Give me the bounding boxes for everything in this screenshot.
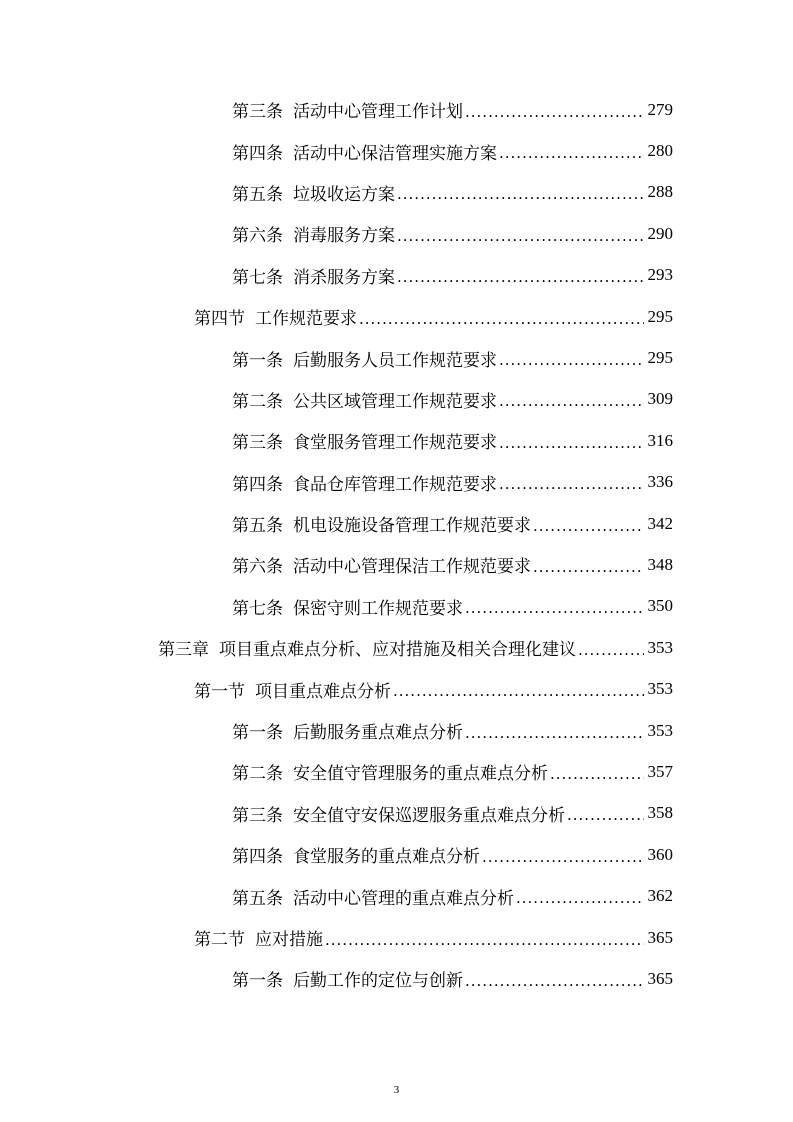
toc-leader-dots — [550, 765, 644, 783]
toc-entry[interactable] — [0, 751, 793, 792]
toc-entry-number: 第二条 — [232, 764, 283, 785]
toc-entry-page: 336 — [647, 472, 673, 492]
toc-entry-number: 第一条 — [232, 971, 283, 992]
toc-entry[interactable] — [0, 710, 793, 751]
toc-entry[interactable] — [0, 172, 793, 213]
toc-entry-title: 食堂服务的重点难点分析 — [293, 847, 480, 868]
toc-entry[interactable] — [0, 420, 793, 461]
toc-entry-number: 第五条 — [232, 184, 283, 205]
toc-entry[interactable] — [0, 379, 793, 420]
toc-entry-page: 295 — [647, 348, 673, 368]
toc-entry-title: 活动中心保洁管理实施方案 — [293, 143, 497, 164]
toc-entry-page: 279 — [647, 99, 673, 119]
toc-entry-number: 第七条 — [232, 598, 283, 619]
toc-entry-number: 第五条 — [232, 516, 283, 537]
toc-entry[interactable] — [0, 834, 793, 875]
toc-entry-title: 食品仓库管理工作规范要求 — [293, 474, 497, 495]
toc-entry[interactable] — [0, 89, 793, 130]
toc-entry-title: 活动中心管理的重点难点分析 — [293, 888, 514, 909]
toc-entry-title: 安全值守管理服务的重点难点分析 — [293, 764, 548, 785]
toc-entry-title: 保密守则工作规范要求 — [293, 598, 463, 619]
toc-entry-number: 第一节 — [194, 681, 245, 702]
toc-entry[interactable] — [0, 462, 793, 503]
toc-entry-page: 362 — [647, 886, 673, 906]
toc-leader-dots — [516, 889, 644, 907]
toc-entry-title: 消毒服务方案 — [293, 226, 395, 247]
toc-entry[interactable] — [0, 255, 793, 296]
toc-leader-dots — [465, 972, 644, 990]
toc-entry-page: 357 — [647, 761, 673, 781]
toc-leader-dots — [499, 351, 644, 369]
toc-entry-page: 353 — [647, 720, 673, 740]
toc-entry-title: 消杀服务方案 — [293, 267, 395, 288]
toc-leader-dots — [499, 392, 644, 410]
toc-leader-dots — [499, 475, 644, 493]
toc-entry-number: 第三章 — [158, 640, 209, 661]
toc-entry-title: 项目重点难点分析 — [255, 681, 391, 702]
toc-entry[interactable] — [0, 793, 793, 834]
toc-leader-dots — [397, 185, 644, 203]
toc-entry[interactable] — [0, 958, 793, 999]
toc-entry-number: 第一条 — [232, 723, 283, 744]
toc-leader-dots — [465, 724, 644, 742]
toc-entry-number: 第四条 — [232, 847, 283, 868]
toc-entry-title: 垃圾收运方案 — [293, 184, 395, 205]
toc-entry-page: 290 — [647, 223, 673, 243]
toc-leader-dots — [465, 103, 644, 121]
toc-entry[interactable] — [0, 875, 793, 916]
toc-entry[interactable] — [0, 337, 793, 378]
toc-entry[interactable] — [0, 544, 793, 585]
toc-leader-dots — [499, 144, 644, 162]
toc-entry-number: 第三条 — [232, 433, 283, 454]
toc-entry-title: 后勤服务重点难点分析 — [293, 723, 463, 744]
toc-entry-page: 342 — [647, 513, 673, 533]
toc-entry-page: 353 — [647, 637, 673, 657]
toc-leader-dots — [393, 682, 644, 700]
toc-entry-title: 后勤服务人员工作规范要求 — [293, 350, 497, 371]
toc-entry-number: 第五条 — [232, 888, 283, 909]
toc-leader-dots — [533, 517, 644, 535]
toc-entry-number: 第三条 — [232, 805, 283, 826]
toc-entry-page: 360 — [647, 844, 673, 864]
toc-entry-number: 第四条 — [232, 474, 283, 495]
toc-leader-dots — [359, 310, 644, 328]
toc-leader-dots — [499, 434, 644, 452]
toc-entry-title: 后勤工作的定位与创新 — [293, 971, 463, 992]
toc-leader-dots — [578, 641, 644, 659]
toc-entry-number: 第四条 — [232, 143, 283, 164]
toc-entry-title: 公共区域管理工作规范要求 — [293, 391, 497, 412]
toc-entry[interactable] — [0, 586, 793, 627]
toc-entry-title: 机电设施设备管理工作规范要求 — [293, 516, 531, 537]
toc-entry-number: 第四节 — [194, 309, 245, 330]
toc-entry-page: 353 — [647, 679, 673, 699]
toc-entry-title: 食堂服务管理工作规范要求 — [293, 433, 497, 454]
toc-entry-title: 应对措施 — [255, 930, 323, 950]
toc-entry-page: 280 — [647, 141, 673, 161]
toc-entry[interactable] — [0, 503, 793, 544]
toc-entry-number: 第一条 — [232, 350, 283, 371]
toc-leader-dots — [397, 227, 644, 245]
table-of-contents — [0, 89, 793, 1000]
toc-entry[interactable] — [0, 130, 793, 171]
toc-entry-number: 第二条 — [232, 391, 283, 412]
toc-leader-dots — [325, 931, 644, 949]
toc-entry-page: 348 — [647, 554, 673, 574]
toc-entry-page: 295 — [647, 306, 673, 326]
toc-entry-page: 350 — [647, 596, 673, 616]
toc-entry-title: 活动中心管理保洁工作规范要求 — [293, 557, 531, 578]
toc-entry[interactable] — [0, 917, 793, 958]
toc-leader-dots — [567, 806, 644, 824]
toc-entry[interactable] — [0, 296, 793, 337]
toc-entry-number: 第六条 — [232, 226, 283, 247]
toc-entry-page: 316 — [647, 430, 673, 450]
toc-leader-dots — [465, 599, 644, 617]
toc-entry-page: 365 — [647, 968, 673, 988]
toc-leader-dots — [397, 268, 644, 286]
toc-entry-title: 安全值守安保巡逻服务重点难点分析 — [293, 805, 565, 826]
toc-entry-page: 358 — [647, 803, 673, 823]
toc-entry-number: 第六条 — [232, 557, 283, 578]
toc-entry-page: 309 — [647, 389, 673, 409]
toc-entry-number: 第七条 — [232, 267, 283, 288]
toc-entry-page: 365 — [647, 927, 673, 947]
toc-entry[interactable] — [0, 213, 793, 254]
toc-leader-dots — [533, 558, 644, 576]
toc-entry[interactable] — [0, 627, 793, 668]
page-number: 3 — [393, 1084, 400, 1096]
toc-entry-page: 293 — [647, 265, 673, 285]
toc-entry-number: 第三条 — [232, 102, 283, 123]
toc-entry-page: 288 — [647, 182, 673, 202]
toc-entry[interactable] — [0, 668, 793, 709]
toc-leader-dots — [482, 848, 644, 866]
toc-entry-title: 工作规范要求 — [255, 309, 357, 330]
toc-entry-title: 项目重点难点分析、应对措施及相关合理化建议 — [219, 640, 576, 661]
toc-entry-title: 活动中心管理工作计划 — [293, 102, 463, 123]
toc-entry-number: 第二节 — [194, 930, 245, 950]
